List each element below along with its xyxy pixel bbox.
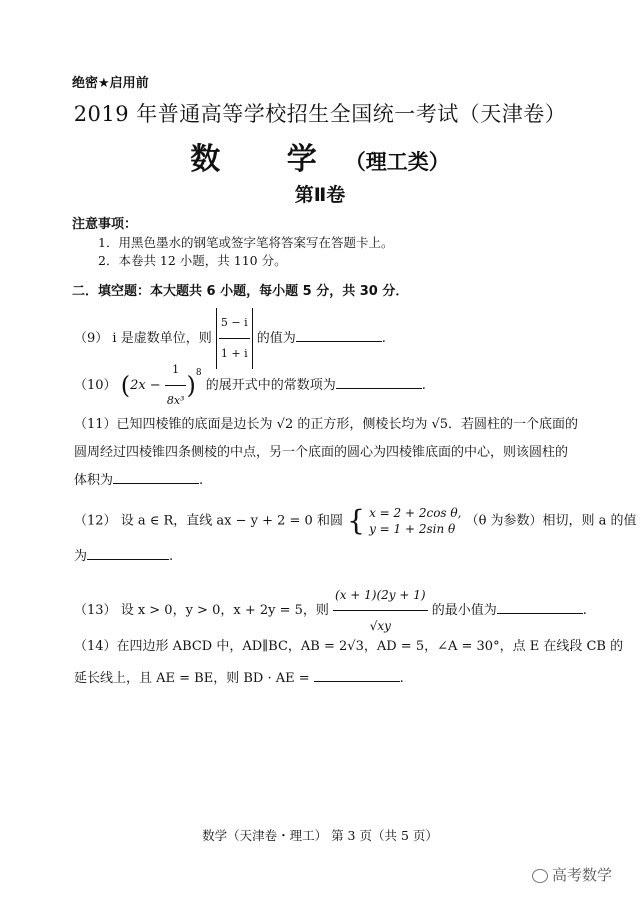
parametric-system: [369, 505, 461, 537]
question-14: [74, 632, 623, 662]
question-text: 设 x > 0，y > 0，x + 2y = 5，则: [120, 603, 329, 618]
watermark-text: 高考数学: [552, 866, 613, 884]
subject-name: 数 学: [190, 142, 345, 177]
question-text: i 是虚数单位，则: [112, 331, 212, 346]
answer-blank[interactable]: [113, 469, 199, 484]
page-footer: 数学（天津卷・理工） 第 3 页（共 5 页）: [202, 828, 438, 843]
question-text: 的值为: [256, 331, 296, 346]
note-item: 2．本卷共 12 小题，共 110 分。: [98, 253, 287, 268]
notes-heading: 注意事项：: [72, 217, 138, 232]
fraction-denominator: 1 + i: [220, 347, 248, 360]
question-12-line-2: [74, 542, 173, 572]
question-11-line-3: [74, 466, 203, 496]
fraction-denominator: √xy: [369, 619, 391, 633]
wechat-icon: [532, 869, 548, 883]
system-line: y = 1 + 2sin θ: [369, 522, 456, 536]
period: .: [169, 549, 174, 564]
question-text: 延长线上，且 AE = BE，则 BD · AE =: [74, 671, 310, 686]
question-text: 设 a ∈ R，直线 ax − y + 2 = 0 和圆: [120, 513, 343, 529]
answer-blank[interactable]: [296, 327, 382, 342]
question-11-line-2: 圆周经过四棱锥四条侧棱的中点，另一个底面的圆心为四棱锥底面的中心，则该圆柱的: [74, 445, 569, 460]
question-number: （13）: [74, 603, 117, 618]
question-text: 体积为: [74, 473, 114, 488]
answer-blank[interactable]: [87, 545, 169, 560]
period: .: [582, 603, 587, 618]
expression-fraction: [165, 355, 187, 416]
section-heading: 二．填空题：本大题共 6 小题，每小题 5 分，共 30 分．: [72, 284, 409, 299]
period: .: [399, 671, 404, 686]
fraction-numerator: (x + 1)(2y + 1): [333, 580, 428, 611]
note-item: 1．用黑色墨水的钢笔或签字笔将答案写在答题卡上。: [98, 235, 394, 250]
fraction-numerator: 5 − i: [219, 308, 250, 339]
question-12: [74, 505, 637, 537]
system-brace: {: [347, 504, 365, 537]
question-text: 为: [74, 549, 88, 564]
exponent: 8: [195, 368, 202, 378]
question-text: 在四边形 ABCD 中，AD∥BC，AB = 2√3，AD = 5，∠A = 30°，点 E 在线段 CB 的: [116, 639, 624, 654]
secret-label: 绝密★启用前: [72, 76, 149, 91]
question-10: [74, 355, 426, 416]
answer-blank[interactable]: [497, 599, 583, 614]
period: .: [199, 473, 204, 488]
question-text: （θ 为参数）相切，则 a 的值: [465, 513, 637, 529]
right-paren: ): [186, 371, 196, 400]
question-number: （10）: [74, 378, 117, 393]
question-number: （11）: [74, 417, 117, 432]
volume-heading: 第Ⅱ卷: [294, 184, 346, 206]
fraction-numerator: 1: [165, 355, 187, 386]
subject-category: （理工类）: [344, 149, 450, 174]
period: .: [381, 331, 386, 346]
exam-title: 2019 年普通高等学校招生全国统一考试（天津卷）: [73, 102, 567, 126]
left-paren: (: [120, 371, 131, 400]
question-text: 已知四棱锥的底面是边长为 √2 的正方形，侧棱长均为 √5．若圆柱的一个底面的: [116, 417, 579, 432]
subject-heading: [0, 134, 640, 178]
answer-blank[interactable]: [336, 374, 422, 389]
period: .: [421, 378, 426, 393]
fraction-denominator: 8x³: [166, 394, 185, 407]
expression: 2x −: [130, 378, 161, 393]
watermark: [532, 864, 612, 885]
question-11: [74, 410, 578, 440]
question-number: （12）: [74, 513, 117, 529]
question-number: （14）: [74, 639, 117, 654]
answer-blank[interactable]: [314, 667, 400, 682]
question-number: （9）: [74, 331, 109, 346]
question-text: 的展开式中的常数项为: [205, 378, 336, 393]
question-text: 的最小值为: [431, 603, 497, 618]
question-14-line-2: [74, 664, 404, 694]
system-line: x = 2 + 2cos θ,: [369, 506, 462, 520]
